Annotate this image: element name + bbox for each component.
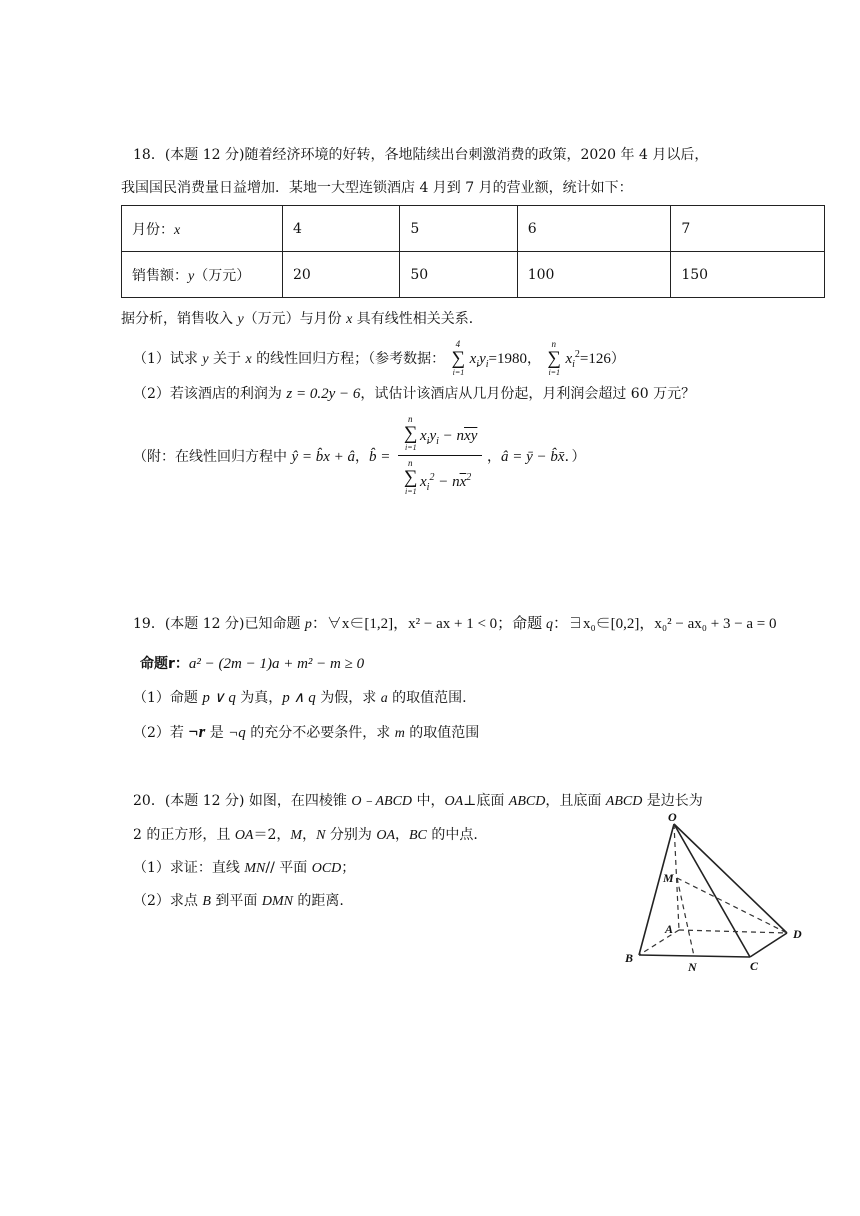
pyramid-solid-edges	[639, 824, 787, 957]
label-o: O	[668, 810, 677, 824]
label-n: N	[688, 960, 697, 974]
fraction-denominator: n ∑ i=1 $x_i^2 - n\overline{x}^2$	[404, 458, 472, 496]
pyramid-hidden-edges	[639, 824, 787, 956]
table-cell-month-label: 月份：x	[122, 206, 283, 252]
q20-part1: （1）求证：直线 MN// 平面 OCD；	[133, 860, 356, 876]
table-row	[122, 252, 825, 298]
table-cell: 5	[400, 206, 517, 252]
pyramid-figure	[612, 810, 822, 980]
q18-note: 据分析，销售收入 y（万元）与月份 x 具有线性相关关系．	[121, 311, 483, 327]
table-cell: 100	[517, 252, 671, 298]
fraction-bar	[398, 455, 482, 456]
fraction-numerator: n ∑ i=1 $x_iy_i - n\overline{xy}$	[404, 414, 478, 452]
q20-line1: 20．(本题 12 分) 如图，在四棱锥 O﹣ABCD 中，OA⊥底面 ABCD，且底面 ABCD 是边长为	[133, 793, 703, 809]
sales-table	[121, 205, 825, 298]
q18-line1: 18．(本题 12 分)随着经济环境的好转，各地陆续出台刺激消费的政策，2020 年 4 月以后，	[133, 147, 709, 163]
label-c: C	[750, 959, 759, 973]
q18-attachment: （附：在线性回归方程中 ŷ = b̂x + â，b̂ =	[133, 449, 391, 465]
q18-attachment-tail: ，â = ȳ − b̂x̄．）	[487, 449, 586, 465]
table-cell: 6	[517, 206, 671, 252]
summation-symbol: n ∑ i=1	[547, 339, 561, 377]
q19-line2: 命题r：a² − (2m − 1)a + m² − m ≥ 0	[140, 656, 365, 672]
regression-slope-fraction	[398, 414, 488, 496]
label-a: A	[665, 922, 674, 936]
q19-part2: （2）若 ¬r 是 ¬q 的充分不必要条件，求 m 的取值范围	[133, 722, 480, 741]
q20-line2: 2 的正方形，且 OA＝2，M，N 分别为 OA，BC 的中点.	[133, 827, 478, 843]
summation-symbol: 4 ∑ i=1	[451, 339, 466, 377]
table-cell-sales-label: 销售额：y（万元）	[122, 252, 283, 298]
q19-line1: 19．(本题 12 分)已知命题 p：∀x∈[1,2]，x² − ax + 1 < 0；命题 q：∃x₀∈[0,2]，x₀² − ax₀ + 3 − a = 0	[133, 616, 777, 632]
label-m: M	[663, 871, 674, 885]
table-cell: 4	[283, 206, 400, 252]
q18-part2: （2）若该酒店的利润为 z = 0.2y − 6，试估计该酒店从几月份起，月利润会超过 60 万元？	[133, 386, 696, 402]
table-cell: 20	[283, 252, 400, 298]
table-cell: 50	[400, 252, 517, 298]
table-cell: 150	[671, 252, 825, 298]
q20-part2: （2）求点 B 到平面 DMN 的距离.	[133, 893, 344, 909]
q18-part1: （1）试求 y 关于 x 的线性回归方程；（参考数据： 4 ∑ i=1 $x_iy_i=1980$， n ∑ i=1 $x_i^2=126$）	[133, 339, 625, 377]
label-b: B	[625, 951, 634, 965]
table-cell: 7	[671, 206, 825, 252]
q18-line2: 我国国民消费量日益增加．某地一大型连锁酒店 4 月到 7 月的营业额，统计如下：	[121, 180, 633, 196]
q19-part1: （1）命题 p ∨ q 为真，p ∧ q 为假，求 a 的取值范围.	[133, 690, 467, 706]
table-row	[122, 206, 825, 252]
label-d: D	[793, 927, 802, 941]
